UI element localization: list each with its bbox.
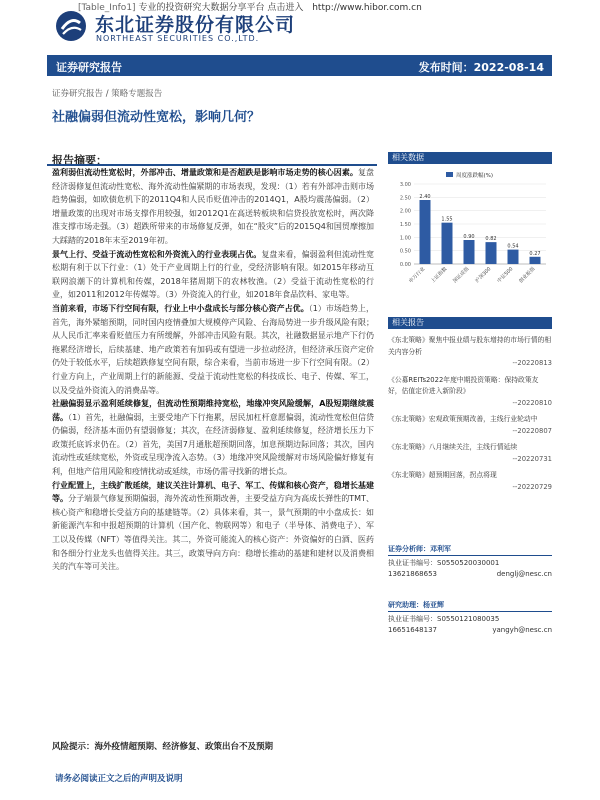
related-report-item[interactable] [388, 414, 552, 437]
breadcrumb: 证券研究报告 / 策略专题报告 [52, 89, 163, 99]
legend-label: 周度涨跌幅(%) [456, 173, 494, 179]
summary-paragraph [52, 248, 374, 302]
footer-note[interactable]: 请务必阅读正文之后的声明及说明 [55, 774, 183, 784]
y-tick-label: 2.00 [399, 208, 411, 215]
analyst-contact [388, 569, 552, 580]
publish-date: 发布时间：2022-08-14 [418, 61, 544, 74]
y-tick-label: 1.50 [399, 222, 411, 228]
analyst-email[interactable]: denglj@nesc.cn [496, 570, 552, 578]
watermark-url[interactable]: http://www.hibor.com.cn [312, 3, 422, 13]
bar [530, 257, 541, 264]
related-report-title[interactable]: 《东北策略》聚焦中报业绩与股东增持的市场行情的相关内容分析 [388, 336, 552, 356]
x-tick-label: 创业板指 [518, 266, 537, 285]
watermark-action[interactable]: 点击进入 [267, 3, 304, 13]
summary-heading: 报告摘要： [52, 154, 107, 167]
data-label: 0.90 [463, 234, 475, 240]
paragraph-lead: 盈利弱但流动性宽松时，外部冲击、增量政策和是否超跌是影响市场走势的核心因素。 [52, 168, 358, 177]
paragraph-text: （1）市场趋势上，首先，海外紧缩预期，同时国内疫情叠加大规模停产风险、台海局势进一步升级风险有限；从人民币汇率来看贬值压力有所缓解，外部冲击风险有限。其次，社融数据显示地产下行仍拖累经济增长，后续基建、地产政策若有加码或有望进一步拉动经济，但经济承压资产定价仍处于较低水平，后续超跌修复空间有限，综合来看，当前市场进一步下行空间有限。（2）行业方向上，产业周期上行的新能源、受益于流动性宽松的科技成长、电子、传媒、军工，以及受益外资流入的消费品等。 [52, 303, 375, 395]
related-report-date: --20220813 [512, 359, 552, 367]
legend-swatch [446, 172, 453, 177]
risk-warning: 风险提示：海外疫情超预期、经济修复、政策出台不及预期 [52, 742, 274, 752]
assistant-phone: 16651648137 [388, 626, 437, 634]
data-label: 2.40 [419, 194, 431, 200]
related-report-item[interactable] [388, 375, 552, 410]
related-data-heading: 相关数据 [388, 152, 552, 164]
paragraph-lead: 社融偏弱显示盈利延续修复，但流动性预期维持宽松，地缘冲突风险缓解，A股短期继续震荡。 [52, 399, 374, 422]
y-tick-label: 0.00 [399, 262, 411, 268]
x-tick-label: 中证500 [496, 266, 515, 285]
related-report-date: --20220807 [512, 426, 552, 435]
assistant-heading: 研究助理：杨亚辉 [388, 600, 552, 612]
related-report-date: --20220729 [512, 482, 552, 491]
analyst-phone: 13621868653 [388, 570, 437, 578]
bar [442, 223, 453, 264]
paragraph-lead: 景气上行、受益于流动性宽松和外资流入的行业表现占优。 [52, 249, 262, 259]
analyst-block [388, 544, 552, 636]
related-reports-list [388, 335, 552, 498]
analyst-heading: 证券分析师：邓利军 [388, 544, 552, 556]
data-label: 1.55 [441, 216, 453, 223]
related-report-date: --20220810 [512, 398, 552, 407]
report-type: 证券研究报告 [56, 61, 122, 74]
bar [420, 200, 431, 264]
bar-chart [388, 168, 552, 303]
summary-paragraph [52, 166, 374, 248]
related-report-item[interactable] [388, 442, 552, 465]
related-report-title[interactable]: 《东北策略》超预期回落，拐点将现 [388, 471, 497, 479]
data-label: 0.27 [529, 250, 541, 257]
assistant-email[interactable]: yangyh@nesc.cn [492, 626, 552, 634]
y-tick-label: 0.50 [399, 248, 411, 255]
summary-body [52, 166, 374, 574]
related-report-title[interactable]: 《东北策略》宏观政策预期改善，主线行业轮动中 [388, 415, 538, 423]
assistant-contact [388, 625, 552, 636]
paragraph-text: （1）首先，社融偏弱，主要受地产下行拖累，居民加杠杆意愿偏弱，流动性宽松但信贷仍偏弱，经济基本面仍有望弱修复；其次，在经济弱修复、盈利延续修复，经济增长压力下政策托底诉求仍在。（2）首先，美国7月通胀超预期回落，加息预期边际回落；其次，国内流动性或延续宽松，外资或呈现净流入态势。（3）地缘冲突风险缓解对市场风险偏好修复有利，但地产信用风险和疫情扰动或延续，市场仍需寻找新的增长点。 [52, 412, 374, 477]
paragraph-text: 复盘来看，偏弱盈利但流动性宽松期有利于以下行业：（1）处于产业周期上行的行业，受经济影响有限。如2015年移动互联网浪潮下的计算机和传媒，2018年猪周期下的农林牧渔。（2）受益于流动性宽松的行业，如2011和2012年传媒等。（3）外资流入的行业，如2018年食品饮料、家电等。 [52, 249, 375, 300]
summary-paragraph [52, 302, 374, 397]
bar [508, 250, 519, 264]
paragraph-lead: 行业配置上，主线扩散延续，建议关注计算机、电子、军工、传媒和核心资产，稳增长基建等。 [52, 480, 374, 504]
related-report-date: --20220731 [512, 454, 552, 463]
related-report-item[interactable] [388, 470, 552, 493]
related-report-title[interactable]: 《东北策略》八月继续关注，主线行情延续 [388, 443, 518, 451]
analyst-license: 执业证书编号：S0550520030001 [388, 559, 500, 567]
summary-paragraph [52, 479, 374, 574]
y-tick-label: 1.00 [399, 235, 411, 242]
assistant-license: 执业证书编号：S0550121080035 [388, 615, 500, 623]
paragraph-text: 复盘经济弱修复但流动性宽松、海外流动性偏紧期的市场表现，发现：（1）若有外部冲击则市场趋势偏弱，如欧债危机下的2011Q4和人民币贬值冲击的2014Q1，A股均震荡偏弱。（2）增量政策的出现对市场支撑作用较强，如2012Q1在高送转板块和信贷投放宽松时，两次降准支撑市场走强。（3）超跌所带来的市场修复反弹，如在“股灾”后的2015Q4和国贸摩擦加大踩踏的2018年末至2019年初。 [52, 168, 375, 245]
header-bar [47, 55, 552, 76]
x-tick-label: 上证指数 [430, 266, 449, 285]
related-report-title[interactable]: 《公募REITs2022年度中期投资策略：保持政策友好，估值定价进入新阶段》 [388, 375, 539, 395]
watermark-line: 专业的投资研究大数据分享平台 [138, 3, 265, 13]
watermark-label: [Table_Info1] [78, 3, 136, 13]
company-logo-icon [55, 10, 87, 42]
y-tick-label: 3.00 [399, 182, 411, 188]
paragraph-lead: 当前来看，市场下行空间有限，行业上中小盘成长与部分核心资产占优。 [52, 303, 309, 313]
paragraph-text: 分子端景气修复预期偏弱，海外流动性预期改善，主要受益方向为高成长弹性的TMT、核心资产和稳增长受益方向的基建链等。（2）具体来看，其一，景气预期的中小盘成长：如新能源汽车和中报超预期的计算机（国产化、物联网等）和电子（半导体、消费电子）、军工以及传媒（NFT）等值得关注。其二，外资可能流入的核心资产：外资偏好的白酒、医药和各细分行业龙头也值得关注。其三，政策导向方向：稳增长推动的基建和建材以及消费相关的汽车等可关注。 [52, 494, 374, 572]
bar [486, 242, 497, 264]
y-tick-label: 2.50 [399, 195, 411, 202]
summary-paragraph [52, 397, 374, 479]
related-report-item[interactable] [388, 335, 552, 370]
x-tick-label: 深证成指 [452, 266, 471, 285]
related-reports-heading: 相关报告 [388, 317, 552, 329]
report-title: 社融偏弱但流动性宽松，影响几何？ [52, 110, 261, 125]
data-label: 0.54 [507, 243, 519, 250]
brand-name-en: NORTHEAST SECURITIES CO.,LTD. [96, 34, 260, 43]
x-tick-label: 沪深300 [474, 266, 493, 285]
data-label: 0.82 [485, 236, 497, 243]
bar [464, 240, 475, 264]
brand-name: 东北证券股份有限公司 [95, 14, 296, 36]
x-tick-label: 申万行业 [408, 266, 427, 285]
